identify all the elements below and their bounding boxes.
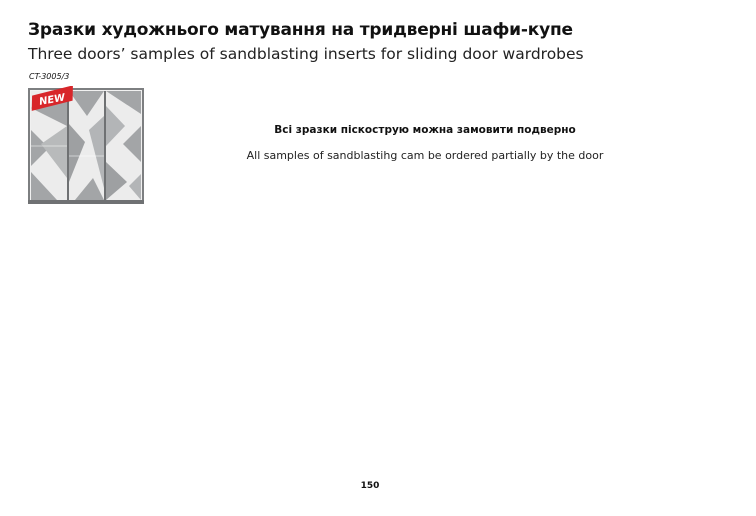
page-subtitle: Three doors’ samples of sandblasting inserts for sliding door wardrobes: [28, 45, 584, 63]
door-divider-2: [104, 91, 106, 200]
page-title: Зразки художнього матування на тридверні шафи-купе: [28, 20, 573, 40]
door-3: [106, 91, 141, 200]
door-2: [69, 91, 104, 200]
product-code: CT-3005/3: [29, 72, 70, 81]
new-badge-text: NEW: [38, 92, 67, 108]
order-note-ukrainian: Всі зразки піскострую можна замовити подверно: [274, 124, 576, 136]
wardrobe-sample-image: [27, 86, 145, 206]
wardrobe-bottom-rail: [28, 200, 144, 204]
door-divider-1: [67, 91, 69, 200]
wardrobe-sample-drawing: [27, 86, 145, 206]
page-number: 150: [360, 481, 380, 491]
order-note-english: All samples of sandblastihg cam be ordered partially by the door: [246, 149, 604, 162]
